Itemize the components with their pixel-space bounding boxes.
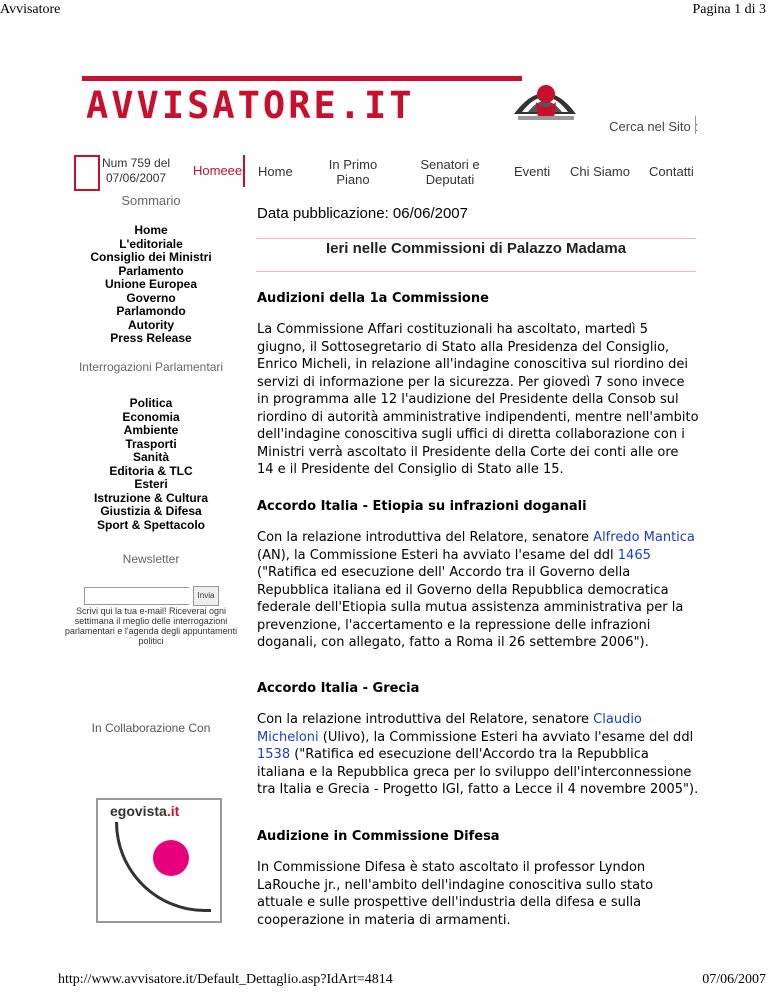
egovista-dot-icon — [153, 840, 189, 876]
newsletter-heading: Newsletter — [122, 552, 180, 566]
ddl-link[interactable]: 1465 — [617, 547, 651, 563]
issue-marker — [74, 155, 100, 191]
text: (AN), la Commissione Esteri ha avviato l'esame del ddl — [257, 547, 618, 563]
sidebar-item[interactable]: L'editoriale — [119, 236, 183, 251]
topic-item[interactable]: Trasporti — [125, 436, 177, 451]
nav-contatti[interactable]: Contatti — [649, 164, 694, 179]
section-body — [257, 529, 699, 652]
sidebar-sommario: Sommario — [121, 193, 181, 208]
issue-line1: Num 759 del — [102, 156, 171, 170]
text: Con la relazione introduttiva del Relatore, senatore — [257, 530, 594, 545]
print-footer-date: 07/06/2007 — [702, 972, 766, 987]
print-header-page: Pagina 1 di 3 — [692, 2, 766, 17]
nav-eventi[interactable]: Eventi — [514, 164, 551, 179]
topic-item[interactable]: Politica — [129, 396, 173, 410]
newsletter-email-input[interactable] — [84, 587, 189, 605]
topic-item[interactable]: Ambiente — [123, 423, 179, 437]
homeee-divider — [243, 155, 245, 187]
section-title: Accordo Italia - Grecia — [257, 681, 420, 696]
egovista-name: egovista — [110, 803, 167, 819]
text: ("Ratifica ed esecuzione dell'Accordo tra la Repubblica italiana e la Repubblica greca per lo sviluppo dell'interconnessione tra Italia e Grecia - Progetto IGI, fatto a Lecce il 4 novembre 2005"). — [257, 747, 699, 797]
logo-bar — [82, 76, 522, 81]
text: Con la relazione introduttiva del Relatore, senatore — [257, 712, 594, 727]
article-title: Ieri nelle Commissioni di Palazzo Madama — [325, 240, 627, 257]
section-body: La Commissione Affari costituzionali ha ascoltato, martedì 5 giugno, il Sottosegretario di Stato alla Presidenza del Consiglio, Enrico Micheli, in relazione all'indagine conoscitiva sul riordino dei servizi di informazione per la sicurezza. Per giovedì 7 sono invece in programma alle 12 l'audizione del Presidente della Consob sul riordino di autorità amministrative indipendenti, mentre nell'ambito dell'indagine conoscitiva sugli uffici di diretta collaborazione con i Ministri verrà ascoltato il Presidente della Corte dei conti alle ore 14 e il Presidente del Consiglio di Stato alle 15. — [257, 322, 699, 477]
topic-item[interactable]: Economia — [122, 409, 180, 424]
topic-item[interactable]: Editoria & TLC — [109, 463, 193, 478]
homeee-link[interactable]: Homeee — [193, 163, 243, 178]
section-title: Audizione in Commissione Difesa — [257, 829, 500, 844]
divider-top — [256, 238, 696, 239]
sidebar-item[interactable]: Consiglio dei Ministri — [90, 250, 212, 264]
nav-primo-piano[interactable]: In Primo Piano — [328, 157, 378, 187]
newsletter-submit-button[interactable]: Invia — [193, 586, 219, 606]
section-title: Accordo Italia - Etiopia su infrazioni doganali — [257, 499, 587, 514]
site-logo[interactable]: AVVISATORE.IT — [86, 84, 415, 127]
sidebar-item[interactable]: Governo — [126, 290, 176, 305]
search-label: Cerca nel Sito : — [609, 119, 698, 134]
publication-date: Data pubblicazione: 06/06/2007 — [257, 205, 468, 222]
parliament-icon — [510, 72, 580, 130]
section-body: In Commissione Difesa è stato ascoltato il professor Lyndon LaRouche jr., nell'ambito dell'indagine conoscitiva sullo stato attuale e sulle prospettive dell'industria della difesa e sulla cooperazione in materia di armamenti. — [257, 860, 654, 928]
sidebar-topics — [66, 397, 236, 532]
divider-bottom — [256, 271, 696, 272]
newsletter-description: Scrivi qui la tua e-mail! Riceverai ogni settimana il meglio delle interrogazioni parlamentari e l'agenda degli appuntamenti politici — [64, 606, 238, 646]
text: (Ulivo), la Commissione Esteri ha avviato l'esame del ddl — [318, 729, 694, 745]
sidebar-item[interactable]: Autority — [128, 317, 174, 332]
nav-chi-siamo[interactable]: Chi Siamo — [570, 164, 630, 179]
section-body — [257, 711, 699, 799]
topic-item[interactable]: Istruzione & Cultura — [93, 490, 208, 505]
topic-item[interactable]: Sport & Spettacolo — [96, 517, 205, 532]
sidebar-menu — [66, 224, 236, 346]
sidebar-item[interactable]: Press Release — [110, 331, 192, 345]
nav-home[interactable]: Home — [258, 164, 293, 179]
ddl-link[interactable]: 1538 — [257, 747, 291, 762]
sidebar-item[interactable]: Unione Europea — [104, 277, 197, 291]
sidebar-item[interactable]: Parlamondo — [116, 304, 186, 318]
search-input[interactable] — [695, 116, 698, 134]
topic-item[interactable]: Esteri — [134, 477, 168, 491]
collaboration-heading: In Collaborazione Con — [91, 721, 211, 735]
egovista-logo-text — [110, 803, 179, 819]
sidebar-item[interactable]: Parlamento — [118, 263, 184, 278]
print-header-title: Avvisatore — [0, 2, 61, 17]
senator-link[interactable]: Alfredo Mantica — [593, 530, 695, 545]
nav-senatori-deputati[interactable]: Senatori e Deputati — [420, 157, 480, 187]
print-footer-url: http://www.avvisatore.it/Default_Dettaglio.asp?IdArt=4814 — [58, 972, 393, 987]
issue-number — [102, 156, 170, 186]
senator-link[interactable]: Claudio Micheloni — [257, 712, 642, 745]
sidebar-item[interactable]: Home — [134, 223, 168, 237]
section-title: Audizioni della 1a Commissione — [257, 291, 489, 306]
text: ("Ratifica ed esecuzione dell' Accordo tra il Governo della Repubblica italiana ed il Governo della Repubblica democratica federale dell'Etiopia sulla mutua assistenza amministrativa per la prevenzione, l'accertamento e la repressione delle infrazioni doganali, con allegato, fatto a Roma il 26 settembre 2006"). — [257, 565, 684, 650]
issue-date: 07/06/2007 — [105, 171, 167, 185]
sidebar-interrogazioni: Interrogazioni Parlamentari — [78, 360, 224, 374]
topic-item[interactable]: Sanità — [132, 450, 169, 464]
egovista-tld: .it — [166, 803, 180, 819]
topic-item[interactable]: Giustizia & Difesa — [100, 504, 202, 518]
